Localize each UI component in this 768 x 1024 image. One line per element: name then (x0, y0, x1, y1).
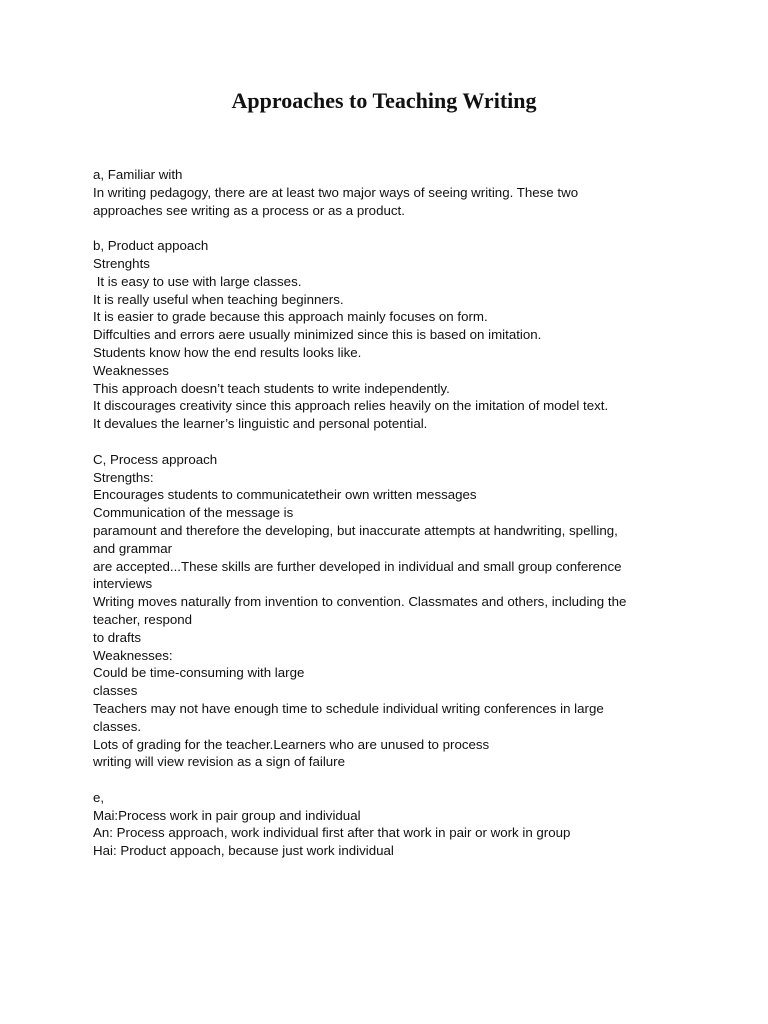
text-line: Strenghts (93, 255, 150, 271)
text-line: Could be time-consuming with large (93, 665, 305, 681)
text-line: Lots of grading for the teacher.Learners who are unused to process (93, 736, 490, 752)
text-line: classes (93, 683, 138, 699)
text-line: Teachers may not have enough time to schedule individual writing conferences in large (93, 700, 604, 716)
text-line: classes. (93, 718, 142, 734)
text-line: b, Product appoach (93, 238, 209, 254)
text-line: and grammar (93, 540, 173, 556)
text-line: It is easier to grade because this approach mainly focuses on form. (93, 309, 488, 325)
blank-line (93, 219, 693, 237)
text-line: Communication of the message is (93, 505, 294, 521)
text-line: Encourages students to communicatetheir own written messages (93, 487, 477, 503)
text-line: It is really useful when teaching beginners. (93, 291, 344, 307)
text-line: interviews (93, 576, 153, 592)
blank-line (93, 771, 693, 789)
text-line: Strengths: (93, 469, 154, 485)
text-line: It discourages creativity since this approach relies heavily on the imitation of model text. (93, 398, 609, 414)
blank-line (93, 433, 693, 451)
text-line: It devalues the learner’s linguistic and personal potential. (93, 416, 428, 432)
text-line: An: Process approach, work individual first after that work in pair or work in group (93, 825, 571, 841)
document-body (93, 166, 693, 860)
text-line: Mai:Process work in pair group and individual (93, 807, 361, 823)
text-line: Weaknesses (93, 362, 169, 378)
text-line: paramount and therefore the developing, but inaccurate attempts at handwriting, spelling, (93, 522, 618, 538)
text-line: It is easy to use with large classes. (93, 273, 302, 289)
text-line: Hai: Product appoach, because just work individual (93, 843, 394, 859)
text-line: Students know how the end results looks like. (93, 344, 362, 360)
text-line: Diffculties and errors aere usually minimized since this is based on imitation. (93, 327, 542, 343)
text-line: teacher, respond (93, 611, 193, 627)
text-line: Weaknesses: (93, 647, 173, 663)
text-line: Writing moves naturally from invention to convention. Classmates and others, including the (93, 594, 627, 610)
text-line: to drafts (93, 629, 142, 645)
text-line: e, (93, 789, 105, 805)
text-line: C, Process approach (93, 451, 218, 467)
text-line: approaches see writing as a process or as a product. (93, 202, 405, 218)
text-line: In writing pedagogy, there are at least two major ways of seeing writing. These two (93, 184, 579, 200)
document-title: Approaches to Teaching Writing (231, 88, 537, 113)
text-line: are accepted...These skills are further developed in individual and small group conference (93, 558, 622, 574)
text-line: a, Familiar with (93, 167, 183, 182)
text-line: writing will view revision as a sign of failure (93, 754, 345, 770)
text-line: This approach doesn’t teach students to write independently. (93, 380, 450, 396)
